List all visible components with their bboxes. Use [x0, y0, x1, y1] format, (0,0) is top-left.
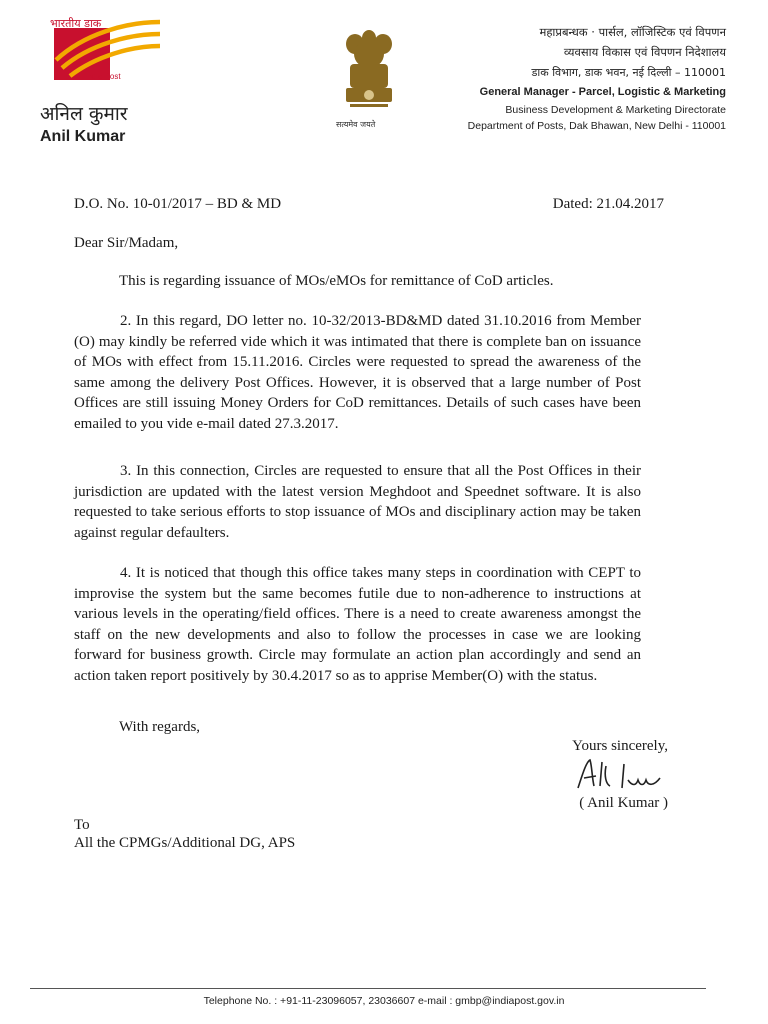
sender-name-hindi: अनिल कुमार [40, 103, 128, 125]
valediction: Yours sincerely, [572, 738, 668, 754]
address-hindi: डाक विभाग, डाक भवन, नई दिल्ली – 110001 [531, 66, 726, 79]
closing-line: With regards, [119, 719, 201, 735]
designation-hindi: महाप्रबन्धक · पार्सल, लॉजिस्टिक एवं विपणन [539, 25, 726, 39]
logo-text-hindi: भारतीय डाक [50, 17, 102, 30]
subject-line: This is regarding issuance of MOs/eMOs for remittance of CoD articles. [119, 273, 554, 289]
paragraph-2: 2. In this regard, DO letter no. 10-32/2013-BD&MD dated 31.10.2016 from Member (O) may kindly be referred vide which it was intimated that there is complete ban on issuance of MOs with effect from 15.11.2016. Circles were requested to spread the awareness of the same among the delivery Post Offices. However, it is observed that a large number of Post Offices are still issuing Money Orders for CoD remittances. Details of such cases have been emailed to you vide e-mail dated 27.3.2017. [74, 313, 641, 432]
footer-contact: Telephone No. : +91-11-23096057, 23036607 e-mail : gmbp@indiapost.gov.in [203, 995, 565, 1007]
letter-date: Dated: 21.04.2017 [552, 196, 664, 212]
directorate-english: Business Development & Marketing Directorate [505, 104, 726, 116]
paragraph-3: 3. In this connection, Circles are requested to ensure that all the Post Offices in their jurisdiction are updated with the latest version Meghdoot and Speednet software. It is also requested to take serious efforts to stop issuance of MOs and disciplinary action may be taken against regular defaulters. [74, 463, 641, 541]
directorate-hindi: व्यवसाय विकास एवं विपणन निदेशालय [563, 45, 726, 59]
emblem-motto: सत्यमेव जयते [336, 120, 376, 129]
paragraph-4: 4. It is noticed that though this office takes many steps in coordination with CEPT to improvise the system but the same becomes futile due to non-adherence to instructions at various levels in the operating/field offices. There is a need to create awareness amongst the staff on the new developments and also to follow the processes in case we are looking forward for business growth. Circle may formulate an action plan accordingly and send an action taken report positively by 30.4.2017 so as to apprise Member(O) with the status. [74, 565, 641, 684]
footer-divider [30, 988, 706, 989]
addressee-label: To [74, 817, 90, 833]
signatory-name: ( Anil Kumar ) [579, 795, 668, 811]
addressee-list: All the CPMGs/Additional DG, APS [74, 835, 296, 851]
address-english: Department of Posts, Dak Bhawan, New Delhi - 110001 [467, 120, 726, 132]
logo-caption: India Post [85, 72, 121, 81]
reference-number: D.O. No. 10-01/2017 – BD & MD [74, 196, 282, 212]
designation-english: General Manager - Parcel, Logistic & Marketing [479, 86, 726, 98]
handwritten-signature [574, 756, 670, 794]
state-emblem-icon [334, 24, 404, 124]
sender-name-english: Anil Kumar [40, 128, 126, 145]
salutation: Dear Sir/Madam, [74, 235, 179, 251]
